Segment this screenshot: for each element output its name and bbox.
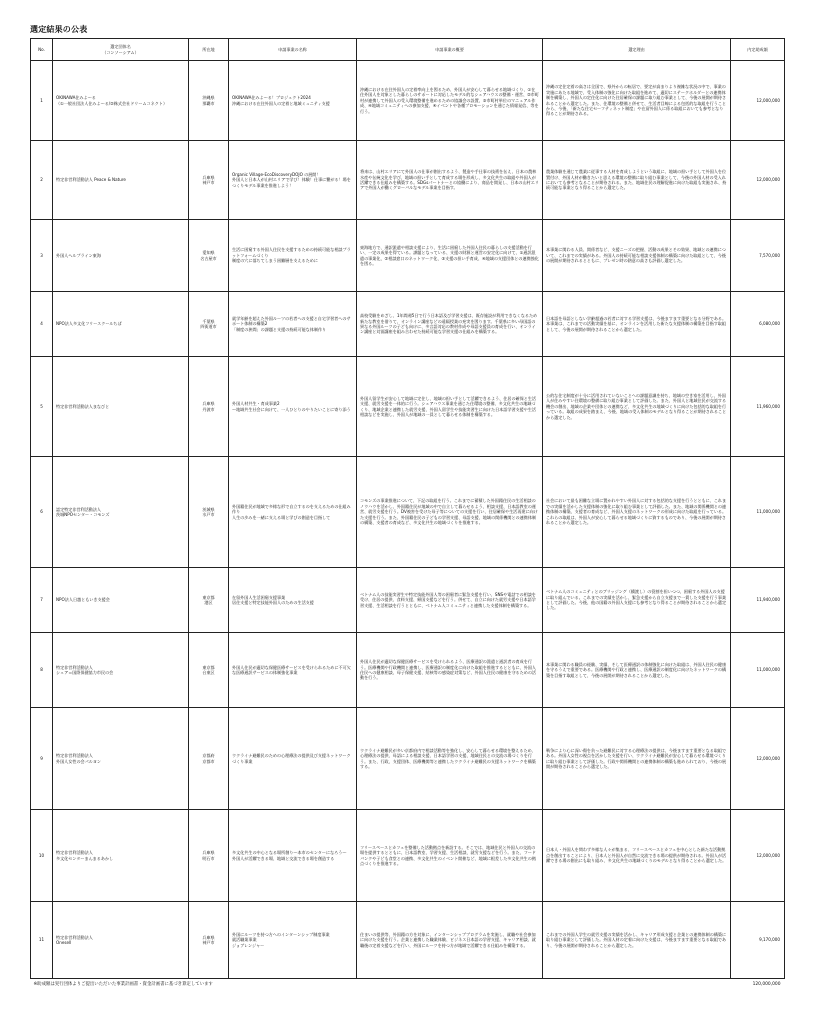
table-row: [31, 292, 785, 357]
grant-amount: 12,000,000: [731, 141, 785, 220]
grant-amount: 7,570,000: [731, 220, 785, 292]
row-number: 9: [31, 708, 53, 810]
table-row: [31, 633, 785, 708]
project-summary: 沖縄における在住外国人の定着率向上を図るため、外国人が安心して暮らせる地域づくり、①在住外国人を対象とした暮らしのサポートに対応したモデル的なシェアハウスの整備・運営、②市町村が連携して外国人の受入環境整備を進めるための協議会の設置、③市町村単位のマニュアル作成、④地域コミュニティへの参加支援、④イベントや各種プロモーションを通じた情報発信、等を行う。: [357, 61, 543, 141]
header-location: 所在地: [189, 39, 229, 61]
project-name: 外国にルーツを持つ方へのインターンシップ制度事業 就活職業事業 ジョブレンジャー: [229, 902, 357, 979]
selection-reason: ベトナム人のコミュニティとのブリッジング（橋渡し）の役割を担いつつ、困窮する外国人の支援に取り組んでいる。これまでの実績を活かし、緊急支援から自立支援まで一貫した支援を行う事業として評価した。今後、他の国籍の外国人支援にも参考となり得ることが期待されることから選定した。: [543, 568, 731, 633]
header-amount: 内定助成額: [731, 39, 785, 61]
grant-amount: 11,940,000: [731, 568, 785, 633]
row-number: 11: [31, 902, 53, 979]
project-name: 外国人住民が適切な保健医療サービスを受けられるために不可欠な医療通訳サービスの体制強化事業: [229, 633, 357, 708]
row-number: 5: [31, 357, 53, 457]
org-location: 兵庫県 神戸市: [189, 141, 229, 220]
org-name: 特定非営利活動法人 シェア＝国際保健協力市民の会: [53, 633, 189, 708]
project-summary: 東海地方で、通訳派遣や相談支援により、生活に困窮した外国人住民の暮らしの支援活動を行い、一定の成果を得ている。課題となっている、支援の財源と運営の安定化に向けて、①通訳派遣の事業化、②相談窓口のネットワーク化、③支援の担い手育成、④地域の支援団体との連携強化を図る。: [357, 220, 543, 292]
row-number: 10: [31, 810, 53, 902]
project-summary: 住まいの提供等、外国籍の方を対象に、インターンシッププログラムを実施し、就職や社会参加に向けた支援を行う。企業と連携した職業体験、ビジネス日本語の学習支援、キャリア相談、就職後の定着支援などを行い、外国にルーツを持つ方が地域で活躍できる仕組みを構築する。: [357, 902, 543, 979]
project-name: 就学年齢を超えた外国ルーツの若者への支援と自宅学習者へのサポート体制の構築2 「制度の狭間」の課題と支援の持続可能な体制作り: [229, 292, 357, 357]
selection-reason: これまでの外国人学生の就労支援の実績を活かし、キャリア形成支援と企業との連携体制の構築に取り組む事業として評価した。外国人材の定着に向けた支援は、今後ますます重要となる取組であり、今後の展開が期待されることから選定した。: [543, 902, 731, 979]
selection-reason: 本事業に関わる職員の経験、実績、そして医療通訳の体制強化に向けた取組は、外国人住民の健康を守るうえで重要である。医療機関や行政と連携し、医療通訳の制度化に向けたネットワークの構築を目指す取組として、今後の展開が期待されることから選定した。: [543, 633, 731, 708]
org-name: NPO法人多文化フリースクールちば: [53, 292, 189, 357]
grant-amount: 12,000,000: [731, 708, 785, 810]
total-amount: 120,000,000: [752, 982, 781, 988]
table-row: [31, 357, 785, 457]
org-location: 茨城県 水戸市: [189, 457, 229, 568]
table-row: [31, 708, 785, 810]
org-location: 東京都 港区: [189, 568, 229, 633]
project-summary: ベトナム人の技能実習生や特定技能外国人等の困窮者に緊急支援を行い、SNSや電話での相談を受け、住居の提供、食料支援、帰国支援などを行う。併せて、自立に向けた就労支援や日本語学習支援、生活相談を行うとともに、ベトナム人コミュニティと連携した支援体制を構築する。: [357, 568, 543, 633]
header-summary: 申請事業の概要: [357, 39, 543, 61]
row-number: 7: [31, 568, 53, 633]
grant-amount: 9,170,000: [731, 902, 785, 979]
table-row: [31, 220, 785, 292]
row-number: 2: [31, 141, 53, 220]
org-location: 京都府 京都市: [189, 708, 229, 810]
row-number: 6: [31, 457, 53, 568]
table-row: [31, 568, 785, 633]
project-summary: 高校受験をめざし、1年間週5日で行う日本語及び学習支援は、既存施設が利用できなくなるため新たな教室を借りて、オンライン講座などの遠隔授業の充実を図ります。千葉県に多い母国語の異なる外国ルーツの子ども向けに、多言語対応の教材作成や母語支援員の育成を行い、オンライン講座と対面講座を組み合わせた持続可能な学習支援の仕組みを構築する。: [357, 292, 543, 357]
org-name: 認定特定非営利活動法人 茨城NPOセンター・コモンズ: [53, 457, 189, 568]
org-location: 沖縄県 那覇市: [189, 61, 229, 141]
grant-amount: 6,080,000: [731, 292, 785, 357]
project-summary: 外国人留学生が安心して地域に定住し、地域の担い手として活躍できるよう、住居の確保と生活支援、就労支援を一体的に行う。シェアハウス事業を通じた住環境の整備、多文化共生の地域づくり、地域企業と連携した就労支援、外国人留学生や技能実習生に向けた日本語学習支援や生活相談などを実施し、外国人が地域の一員として暮らせる体制を構築する。: [357, 357, 543, 457]
row-number: 4: [31, 292, 53, 357]
table-row: [31, 810, 785, 902]
org-name: 特定非営利活動法人 Onesell: [53, 902, 189, 979]
org-name: 特定非営利活動法人 外国人女性の会パルヨン: [53, 708, 189, 810]
header-no: No.: [31, 39, 53, 61]
header-org: 選定団体名 （コンソーシアム）: [53, 39, 189, 61]
grant-amount: 11,000,000: [731, 633, 785, 708]
org-location: 兵庫県 明石市: [189, 810, 229, 902]
table-header-row: [31, 39, 785, 61]
grant-amount: 12,000,000: [731, 810, 785, 902]
project-name: 外国人材共生・育成事業2 ～地域共生社会に向けて、一人ひとりのやりたいことに寄り添う: [229, 357, 357, 457]
org-name: 外国人ヘルプライン東海: [53, 220, 189, 292]
row-number: 8: [31, 633, 53, 708]
grant-amount: 11,960,000: [731, 357, 785, 457]
results-table: [30, 38, 785, 991]
table-row: [31, 61, 785, 141]
table-row: [31, 141, 785, 220]
page-title: 選定結果の公表: [30, 25, 88, 34]
project-summary: 外国人住民が適切な保健医療サービスを受けられるよう、医療通訳の派遣と通訳者の育成を行う。医療機関や行政機関と連携し、医療通訳の制度化に向けた取組を推進するとともに、外国人住民への健康相談、母子保健支援、結核等の感染症対策など、外国人住民の健康を守るための活動を行う。: [357, 633, 543, 708]
selection-reason: 本事業に関わる人員、関係者など、支援ニーズの把握、活動の成果とその効果、地域との連携について、これまでの実績がある。外国人の持続可能な相談支援体制の構築に向けた取組として、今後の展開が期待されるとともに、プレゼン時の熱意の高さも評価し選定した。: [543, 220, 731, 292]
row-number: 1: [31, 61, 53, 141]
table-row: [31, 457, 785, 568]
org-location: 東京都 台東区: [189, 633, 229, 708]
org-location: 兵庫県 神戸市: [189, 902, 229, 979]
project-summary: コモンズの事業推進について、下記の取組を行う。これまでに蓄積した外国籍住民の生活相談のノウハウを活かし、外国籍住民が地域の中で自立して暮らせるよう、相談支援、日本語教室の運営、就労支援を行う。DV被害を受けた母子等についての支援を行い、住居確保や生活再建に向けた支援を行う。また、外国籍住民の子どもの学習支援、母語支援、地域の関係機関との連携体制の構築、支援者の育成など、多文化共生の地域づくりを推進する。: [357, 457, 543, 568]
table-row: [31, 902, 785, 979]
grant-amount: 12,000,000: [731, 61, 785, 141]
org-location: 兵庫県 丹波市: [189, 357, 229, 457]
org-name: 特定非営利活動法人まなびと: [53, 357, 189, 457]
selection-reason: 公的な住宅制度が十分に活用されていないことへの課題意識を持ち、地域の空き家を活用し、外国人が住みやすい住環境の整備に取り組む事業として評価した。また、外国人と地域住民が交流する機会の創出、地域の企業や団体との連携など、多文化共生の地域づくりに向けた包括的な取組を行っている。取組の成果を踏まえ、今後、地域の受入体制のモデルとなり得ることが期待されることから選定した。: [543, 357, 731, 457]
project-name: 多文化共生の中心となる場所創り～本市のセンターになろう～ 外国人が活躍できる場、地域と交流できる場を創造する: [229, 810, 357, 902]
header-project: 申請事業の名称: [229, 39, 357, 61]
project-summary: ウクライナ避難民が多い京都府内で相談活動等を強化し、安心して暮らせる環境を整えるため、心理療法の提供、母語による相談支援、日本語学習の支援、地域住民との交流の場づくりを行う。また、行政、支援団体、医療機関等と連携したウクライナ避難民の支援ネットワークを構築する。: [357, 708, 543, 810]
selection-reason: 沖縄の定住定着の高さは全国で、県外からの転居で、要定が高まりより複雑な状況の中で、事業の実施にあたる地域で、受入体制の強化に向けた取組を進めて、適切にステークホルダーとの連携体制を構築し、外国人の定住化に向けた住居確保の課題に取り組む事業として、今後の展開が期待されることから選定した。また、住環境の整備と併せて、生活者目線による包括的な取組を行うことから、今後、「新たな住宅セーフティネット制度」や在留外国人に係る取組においても参考となり得ることが期待される。: [543, 61, 731, 141]
org-name: 特定非営利活動法人 Peace & Nature: [53, 141, 189, 220]
total-row: [31, 979, 785, 991]
org-name: NPO法人日越ともいき支援会: [53, 568, 189, 633]
project-name: 在留外国人生活困窮支援事業 居住支援と特定技能外国人のための生活支援: [229, 568, 357, 633]
selection-reason: 日本語を母語としない学齢超過の若者に対する学習支援は、今後ますます重要となる分野である。本事業は、これまでの活動実績を基に、オンラインを活用した新たな支援体制の構築を目指す取組として、今後の展開が期待されることから選定した。: [543, 292, 731, 357]
org-name: 特定非営利活動法人 多文化センターまんまるあかし: [53, 810, 189, 902]
header-reason: 選定理由: [543, 39, 731, 61]
org-location: 愛知県 名古屋市: [189, 220, 229, 292]
selection-reason: 日本人・外国人を問わず多様な人々が集まる、フリースペースとカフェを中心とした新たな活動拠点を創出することにより、日本人と外国人が自然に交流できる場の提供が期待される。外国人が活躍できる場の創出にも取り組み、多文化共生の地域づくりのモデルとなり得ることから選定した。: [543, 810, 731, 902]
selection-reason: 農業体験を通じて農業に従事する人材を育成しようという取組に、地域の担い手として外国人を位置付け、外国人材が働きたいと思える環境の整備に取り組む事業として、今後の外国人材の受入れにおいても参考となることが期待される。また、地域住民の理解促進に向けた取組も実施され、持続可能な事業となり得ることから選定した。: [543, 141, 731, 220]
project-name: ウクライナ避難民のための心理療法の提供及び支援ネットワークづくり事業: [229, 708, 357, 810]
project-summary: 将来は、山村エリアにて外国人の仕事が創出するよう、製造や手仕事の技術を伝え、日本の農林水産や伝統文化を学び、地域の担い手として育成する場を形成し、多文化共生の取組や外国人が活躍できる仕組みを構築する。SDGsパートナーとの協働により、商品を開発し、日本の山村エリアで外国人が働くグローバルなモデル事業を目指す。: [357, 141, 543, 220]
org-name: OKINAWA住みよ～る （①一般社団法人住みよ～る/②株式会社ドリームコネクト）: [53, 61, 189, 141]
row-number: 3: [31, 220, 53, 292]
selection-reason: 社会において最も困難な立場に置かれやすい外国人に対する包括的な支援を行うとともに、これまでの実績を活かした支援体制の強化に取り組む事業として評価した。また、地域の関係機関との連携体制の構築、支援者の育成など、外国人支援のネットワークの形成に向けた取組を行っている。これらの取組は、外国人が安心して暮らせる地域づくりに資するものであり、今後の展開が期待されることから選定した。: [543, 457, 731, 568]
project-name: Organic Village-EcoDiscoveryDOJO の展開！ 外国人と日本人が山村エリアで学び！体験！仕事に繋がる！場をつくりモデル事業を推進しよう！: [229, 141, 357, 220]
selection-reason: 戦争により心に深い傷を負った避難民に対する心理療法の提供は、今後ますます重要となる取組である。外国人女性の視点を活かした支援を行い、ウクライナ避難民が安心して暮らせる環境づくりに取り組む事業として評価した。行政や関係機関との連携体制の構築も進められており、今後の展開が期待されることから選定した。: [543, 708, 731, 810]
project-name: OKINAWA住みよ～る！プロジェクト2024 沖縄における在住外国人の定着と地域ミュニティ支援: [229, 61, 357, 141]
project-name: 外国籍住民が地域で多様な形で自立するのを支えるための仕組み作り 人生の歩みを一緒に支える場と学びの創造を目指して: [229, 457, 357, 568]
org-location: 千葉県 四街道市: [189, 292, 229, 357]
project-name: 生活に困窮する外国人住民を支援するための持続可能な相談プラットフォームづくり 制度の穴に落ちてしまう困難層を支えるために: [229, 220, 357, 292]
grant-amount: 11,000,000: [731, 457, 785, 568]
project-summary: フリースペースとカフェを整備した活動拠点を新設する。そこでは、地域住民と外国人の交流の場を提供するとともに、日本語教室、学習支援、生活相談、就労支援などを行う。また、フードバンクや子ども食堂との連携、多文化共生のイベント開催など、地域に根差した多文化共生の拠点づくりを推進する。: [357, 810, 543, 902]
total-note: ※助成額は実行団体よりご提出いただいた事業計画書・資金計画書に基づき算定しています: [33, 982, 213, 988]
